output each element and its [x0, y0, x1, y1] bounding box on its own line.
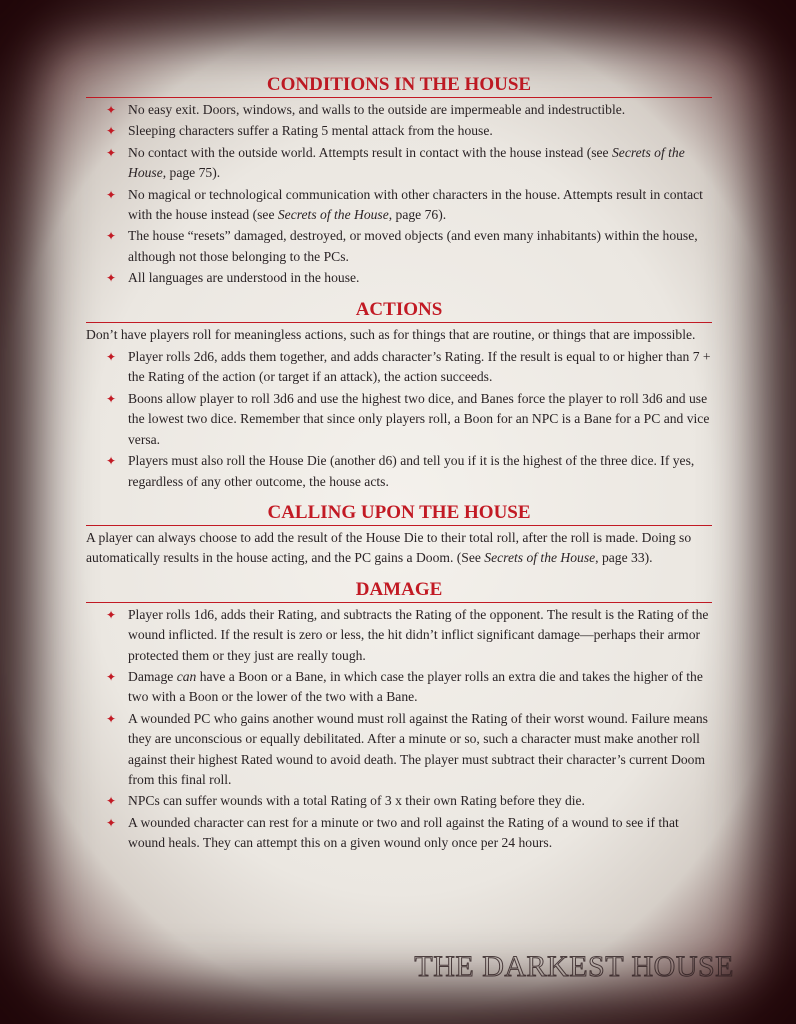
section-damage [86, 579, 712, 854]
bullet-icon: ✦ [106, 124, 117, 139]
list-item: ✦ Damage can have a Boon or a Bane, in which case the player rolls an extra die and takes the higher of the two with a Boon or the lower of the two with a Bane. [106, 668, 703, 705]
bullet-icon: ✦ [106, 669, 117, 684]
calling-paragraph: A player can always choose to add the result of the House Die to their total roll, after the roll is made. Doing so automatically results in the house acting, and the PC gains a Doom. (See Secrets of the House, page 33). [86, 529, 692, 566]
bullet-icon: ✦ [106, 607, 117, 622]
emphasis: can [176, 668, 197, 684]
section-title-calling: CALLING UPON THE HOUSE [86, 502, 712, 526]
section-actions [86, 299, 712, 492]
list-item: ✦ Sleeping characters suffer a Rating 5 mental attack from the house. [128, 121, 712, 141]
book-reference: Secrets of the House [484, 550, 596, 566]
section-conditions [86, 74, 712, 289]
bullet-icon: ✦ [106, 103, 117, 117]
damage-list [86, 605, 712, 854]
list-item: ✦ All languages are understood in the house. [128, 268, 712, 288]
list-item: ✦ No easy exit. Doors, windows, and walls to the outside are impermeable and indestructible. [128, 100, 712, 120]
bullet-icon: ✦ [106, 145, 117, 160]
bullet-icon: ✦ [106, 454, 117, 469]
bullet-icon: ✦ [106, 271, 117, 286]
conditions-list [86, 100, 712, 289]
book-reference: Secrets of the House [277, 207, 389, 223]
actions-intro: Don’t have players roll for meaningless actions, such as for things that are routine, or things that are impossible. [86, 326, 696, 342]
section-title-damage: DAMAGE [86, 579, 712, 603]
book-logo: THE DARKEST HOUSE [414, 950, 734, 983]
section-title-actions: ACTIONS [86, 299, 712, 323]
bullet-icon: ✦ [106, 187, 117, 202]
page-content [86, 74, 712, 864]
bullet-icon: ✦ [106, 794, 117, 809]
list-item: ✦ Players must also roll the House Die (another d6) and tell you if it is the highest of the three dice. If yes, regardless of any other outcome, the house acts. [106, 453, 695, 489]
bullet-icon: ✦ [106, 815, 117, 830]
bullet-icon: ✦ [106, 229, 117, 244]
list-item: ✦ No contact with the outside world. Attempts result in contact with the house instead (see Secrets of the House, page 75). [106, 144, 685, 181]
list-item: ✦ Player rolls 2d6, adds them together, and adds character’s Rating. If the result is equal to or higher than 7 + the Rating of the action (or target if an attack), the action succeeds. [106, 349, 711, 385]
list-item: ✦ A wounded PC who gains another wound must roll against the Rating of their worst wound. Failure means they are unconscious or equally debilitated. After a minute or so, such a character must make another roll against their highest Rated wound to avoid death. The player must subtract their character’s current Doom from this final roll. [106, 710, 708, 787]
bullet-icon: ✦ [106, 391, 117, 406]
list-item: ✦ NPCs can suffer wounds with a total Rating of 3 x their own Rating before they die. [128, 791, 712, 811]
actions-list [86, 347, 712, 492]
list-item: ✦ The house “resets” damaged, destroyed, or moved objects (and even many inhabitants) within the house, although not those belonging to the PCs. [106, 228, 698, 264]
section-title-conditions: CONDITIONS IN THE HOUSE [86, 74, 712, 98]
bullet-icon: ✦ [106, 711, 117, 726]
list-item: ✦ Player rolls 1d6, adds their Rating, and subtracts the Rating of the opponent. The result is the Rating of the wound inflicted. If the result is zero or less, the hit didn’t inflict significant damage—perhaps their armor protected them or they just are really tough. [106, 606, 709, 663]
list-item: ✦ A wounded character can rest for a minute or two and roll against the Rating of a wound to see if that wound heals. They can attempt this on a given wound only once per 24 hours. [106, 814, 679, 851]
bullet-icon: ✦ [106, 350, 117, 365]
list-item: ✦ Boons allow player to roll 3d6 and use the highest two dice, and Banes force the player to roll 3d6 and use the lowest two dice. Remember that since only players roll, a Boon for an NPC is a Bane for a PC and vice versa. [106, 390, 710, 447]
section-calling [86, 502, 712, 569]
book-reference: Secrets of the House [128, 144, 685, 181]
list-item: ✦ No magical or technological communication with other characters in the house. Attempts result in contact with the house instead (see Secrets of the House, page 76). [106, 186, 703, 223]
